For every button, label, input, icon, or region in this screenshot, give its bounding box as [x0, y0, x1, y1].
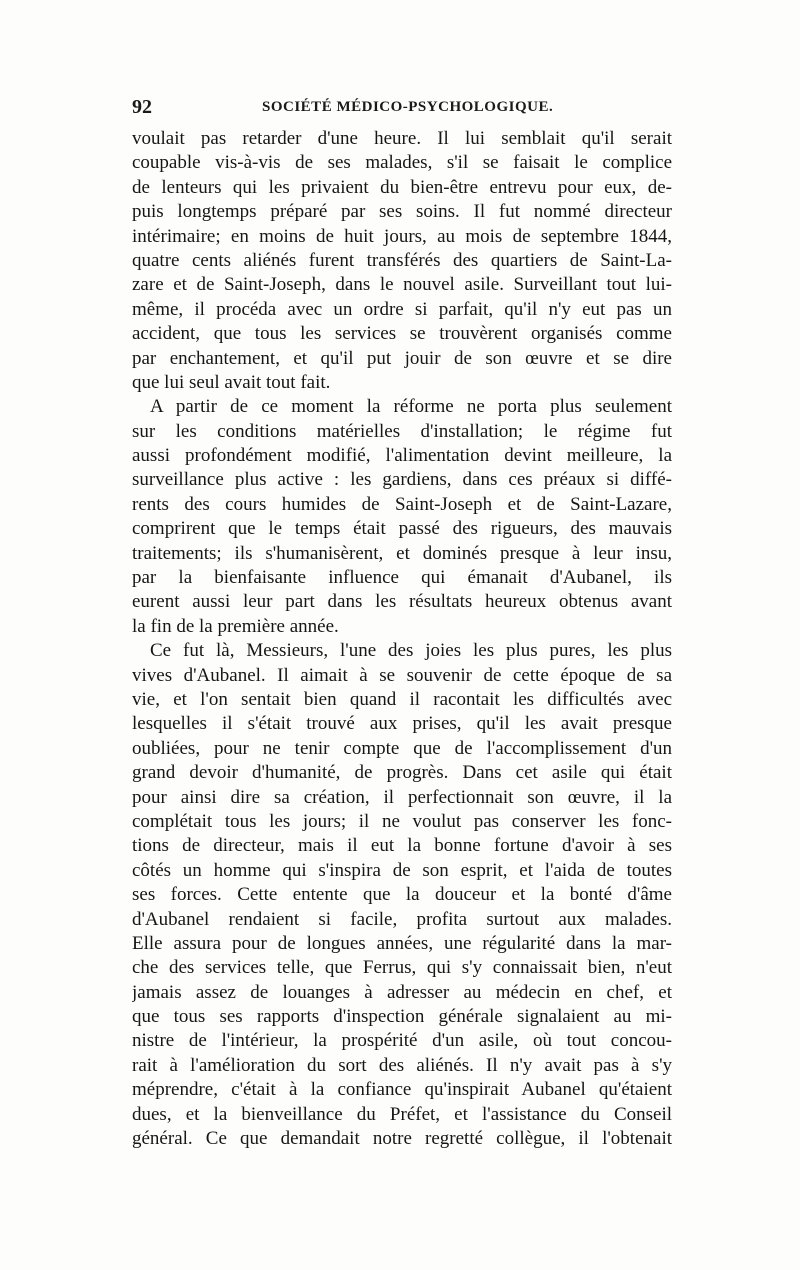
paragraph-end-line: que lui seul avait tout fait.	[132, 371, 331, 393]
paragraph-start-line: A partir de ce moment la réforme ne porta plus seulement	[150, 396, 672, 418]
text-line: tions de directeur, mais il eut la bonne fortune d'avoir à ses	[132, 835, 672, 857]
text-line: che des services telle, que Ferrus, qui s'y connaissait bien, n'eut	[132, 957, 672, 979]
text-line: de lenteurs qui les privaient du bien-être entrevu pour eux, de-	[132, 176, 672, 198]
text-line: zare et de Saint-Joseph, dans le nouvel asile. Surveillant tout lui-	[132, 274, 672, 296]
text-line: méprendre, c'était à la confiance qu'inspirait Aubanel qu'étaient	[132, 1079, 672, 1101]
text-line: quatre cents aliénés furent transférés des quartiers de Saint-La-	[132, 249, 672, 271]
page-header	[132, 96, 672, 120]
text-line: vives d'Aubanel. Il aimait à se souvenir de cette époque de sa	[132, 664, 672, 686]
text-line: Elle assura pour de longues années, une régularité dans la mar-	[132, 932, 672, 954]
text-line: lesquelles il s'était trouvé aux prises, qu'il les avait presque	[132, 713, 672, 735]
text-line: jamais assez de louanges à adresser au médecin en chef, et	[132, 981, 672, 1003]
text-line: oubliées, pour ne tenir compte que de l'accomplissement d'un	[132, 737, 672, 759]
text-line: complétait tous les jours; il ne voulut pas conserver les fonc-	[132, 810, 672, 832]
text-line: par enchantement, et qu'il put jouir de son œuvre et se dire	[132, 347, 672, 369]
text-line: d'Aubanel rendaient si facile, profita surtout aux malades.	[132, 908, 672, 930]
text-line: dues, et la bienveillance du Préfet, et l'assistance du Conseil	[132, 1103, 672, 1125]
text-line: coupable vis-à-vis de ses malades, s'il se faisait le complice	[132, 152, 672, 174]
text-line: pour ainsi dire sa création, il perfectionnait son œuvre, il la	[132, 786, 672, 808]
text-line: intérimaire; en moins de huit jours, au mois de septembre 1844,	[132, 225, 672, 247]
paragraph-end-line: la fin de la première année.	[132, 615, 339, 637]
text-line: ses forces. Cette entente que la douceur et la bonté d'âme	[132, 884, 672, 906]
text-line: rait à l'amélioration du sort des aliénés. Il n'y avait pas à s'y	[132, 1054, 672, 1076]
text-line: puis longtemps préparé par ses soins. Il fut nommé directeur	[132, 201, 672, 223]
paragraph-start-line: Ce fut là, Messieurs, l'une des joies les plus pures, les plus	[150, 640, 672, 662]
text-line: général. Ce que demandait notre regretté collègue, il l'obtenait	[132, 1128, 672, 1150]
text-line: grand devoir d'humanité, de progrès. Dans cet asile qui était	[132, 762, 672, 784]
text-line: rents des cours humides de Saint-Joseph et de Saint-Lazare,	[132, 493, 672, 515]
text-line: vie, et l'on sentait bien quand il racontait les difficultés avec	[132, 688, 672, 710]
text-line: traitements; ils s'humanisèrent, et dominés presque à leur insu,	[132, 542, 672, 564]
text-line: aussi profondément modifié, l'alimentation devint meilleure, la	[132, 445, 672, 467]
text-line: même, il procéda avec un ordre si parfait, qu'il n'y eut pas un	[132, 298, 672, 320]
text-line: nistre de l'intérieur, la prospérité d'un asile, où tout concou-	[132, 1030, 672, 1052]
text-line: accident, que tous les services se trouvèrent organisés comme	[132, 323, 672, 345]
text-line: sur les conditions matérielles d'installation; le régime fut	[132, 420, 672, 442]
text-line: voulait pas retarder d'une heure. Il lui semblait qu'il serait	[132, 128, 672, 149]
running-head: SOCIÉTÉ MÉDICO-PSYCHOLOGIQUE.	[262, 99, 554, 115]
text-line: par la bienfaisante influence qui émanait d'Aubanel, ils	[132, 567, 672, 589]
text-line: surveillance plus active : les gardiens, dans ces préaux si diffé-	[132, 469, 672, 491]
text-line: comprirent que le temps était passé des rigueurs, des mauvais	[132, 518, 672, 540]
text-line: eurent aussi leur part dans les résultats heureux obtenus avant	[132, 591, 672, 613]
body-text	[132, 127, 672, 1151]
page-number: 92	[132, 96, 152, 118]
text-line: que tous ses rapports d'inspection générale signalaient au mi-	[132, 1006, 672, 1028]
text-line: côtés un homme qui s'inspira de son esprit, et l'aida de toutes	[132, 859, 672, 881]
